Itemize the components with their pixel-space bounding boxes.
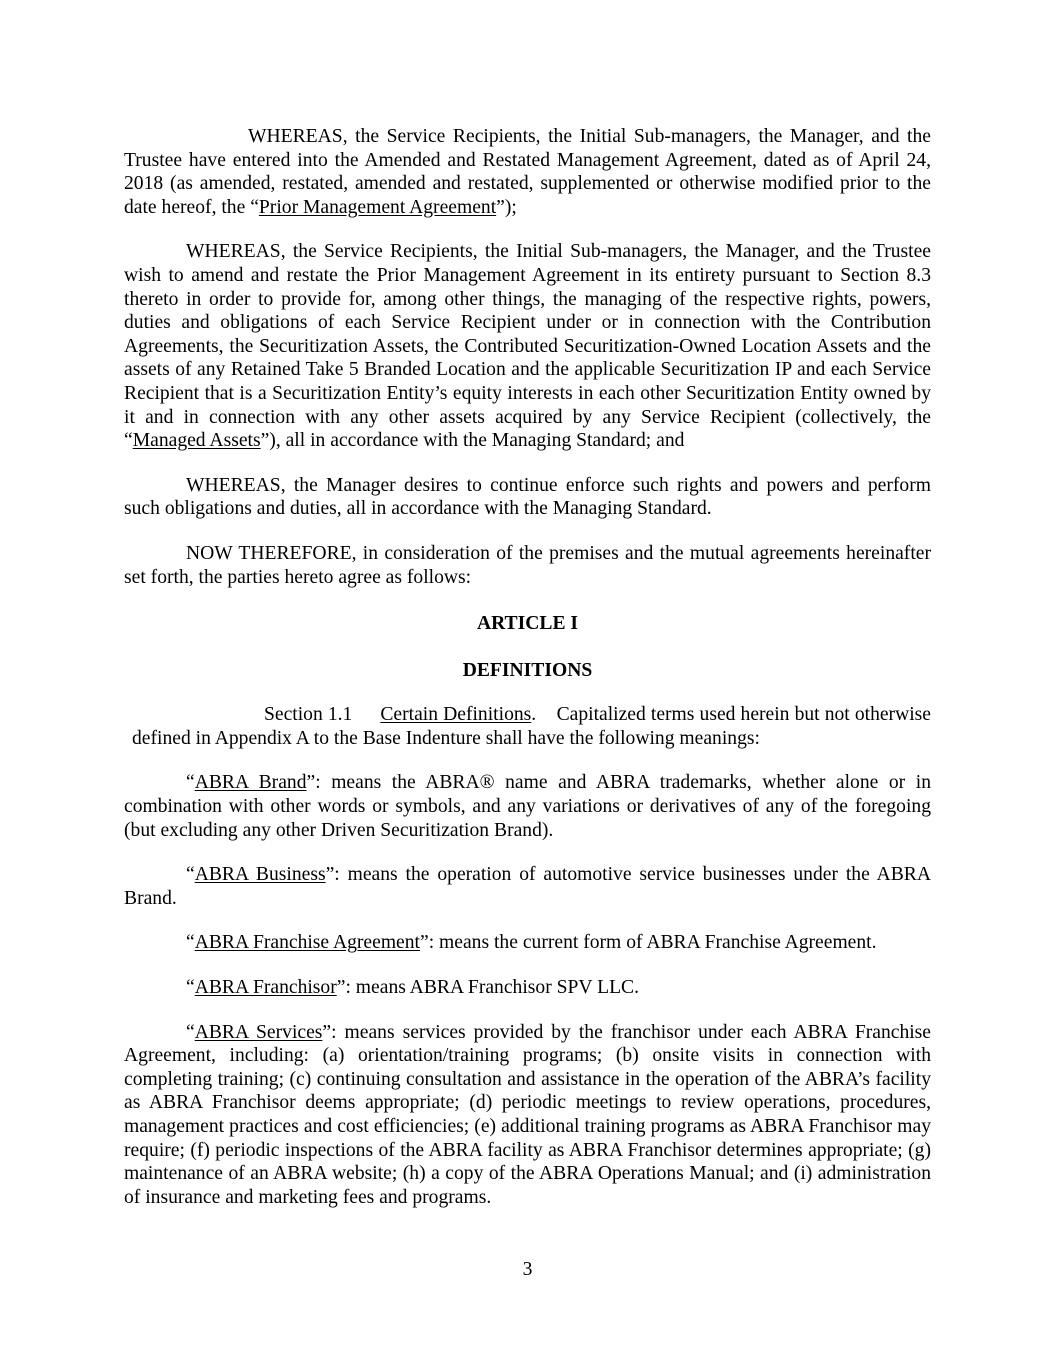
article-title: DEFINITIONS [462, 659, 593, 681]
section-title: Certain Definitions [380, 704, 532, 726]
defined-term: ABRA Franchise Agreement [194, 932, 420, 954]
document-page [124, 125, 931, 1230]
definition-abra-franchise-agreement: “ABRA Franchise Agreement”: means the current form of ABRA Franchise Agreement. [186, 932, 877, 954]
recital-amend-restate: WHEREAS, the Service Recipients, the Initial Sub-managers, the Manager, and the Trustee wish to amend and restate the Prior Management Agreement in its entirety pursuant to Section 8.3 thereto in order to provide for, among other things, the managing of the respective rights, powers, duties and obligations of each Service Recipient under or in connection with the Contribution Agreements, the Securitization Assets, the Contributed Securitization-Owned Location Assets and the assets of any Retained Take 5 Branded Location and the applicable Securitization IP and each Service Recipient that is a Securitization Entity’s equity interests in each other Securitization Entity owned by it and in connection with any other assets acquired by any Service Recipient (collectively, the “Managed Assets”), all in accordance with the Managing Standard; and [124, 241, 931, 452]
defined-term: ABRA Brand [194, 772, 307, 794]
defined-term: ABRA Services [194, 1021, 323, 1043]
section-number: Section 1.1 [264, 704, 353, 726]
article-number: ARTICLE I [476, 613, 579, 635]
definition-abra-services: “ABRA Services”: means services provided by the franchisor under each ABRA Franchise Agreement, including: (a) orientation/training programs; (b) onsite visits in connection with completing training; (c) continuing consultation and assistance in the operation of the ABRA’s facility as ABRA Franchisor deems appropriate; (d) periodic meetings to review operations, procedures, management practices and cost efficiencies; (e) additional training programs as ABRA Franchisor may require; (f) periodic inspections of the ABRA facility as ABRA Franchisor determines appropriate; (g) maintenance of an ABRA website; (h) a copy of the ABRA Operations Manual; and (i) administration of insurance and marketing fees and programs. [124, 1021, 932, 1208]
definition-abra-franchisor: “ABRA Franchisor”: means ABRA Franchisor SPV LLC. [186, 977, 640, 999]
definition-abra-brand: “ABRA Brand”: means the ABRA® name and ABRA trademarks, whether alone or in combination with other words or symbols, and any variations or derivatives of any of the foregoing (but excluding any other Driven Securitization Brand). [124, 772, 931, 841]
defined-term: Prior Management Agreement [258, 196, 497, 218]
definition-abra-business: “ABRA Business”: means the operation of automotive service businesses under the ABRA Brand. [124, 864, 931, 909]
defined-term: ABRA Franchisor [194, 977, 337, 999]
recital-manager: WHEREAS, the Manager desires to continue enforce such rights and powers and perform such obligations and duties, all in accordance with the Managing Standard. [124, 474, 931, 520]
defined-term: ABRA Business [194, 864, 326, 886]
defined-term: Managed Assets [132, 430, 261, 452]
recital-now-therefore: NOW THEREFORE, in consideration of the premises and the mutual agreements hereinafter set forth, the parties hereto agree as follows: [124, 542, 931, 588]
page-number: 3 [522, 1259, 533, 1280]
section-1-1: Section 1.1 Certain Definitions. Capitalized terms used herein but not otherwise defined in Appendix A to the Base Indenture shall have the following meanings: [132, 704, 932, 749]
recital-prior-agreement: WHEREAS, the Service Recipients, the Initial Sub-managers, the Manager, and the Trustee have entered into the Amended and Restated Management Agreement, dated as of April 24, 2018 (as amended, restated, amended and restated, supplemented or otherwise modified prior to the date hereof, the “Prior Management Agreement”); [124, 126, 931, 218]
